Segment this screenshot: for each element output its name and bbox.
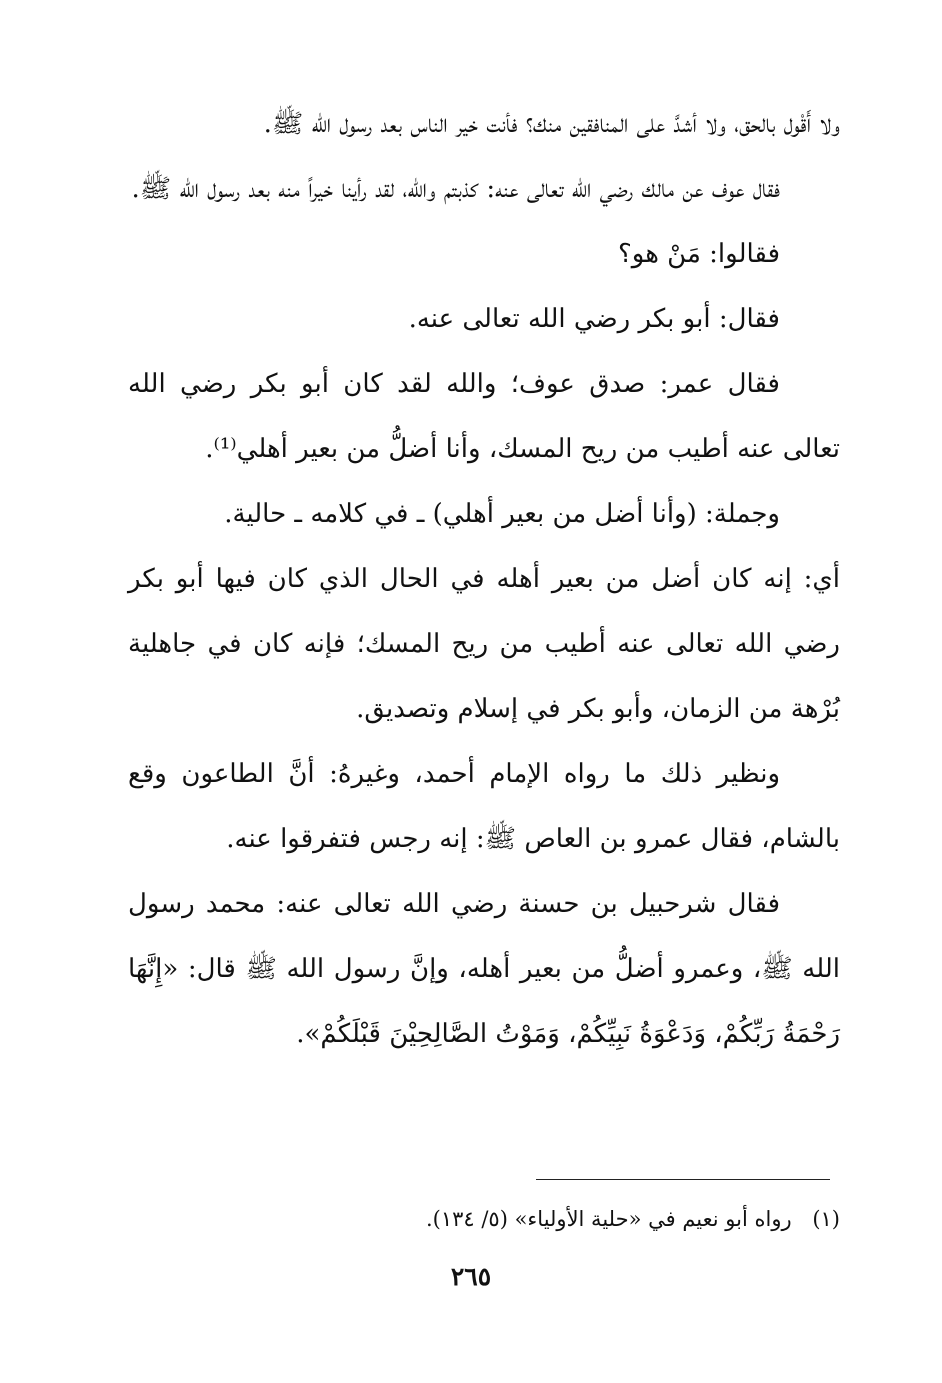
paragraph: فقال: أبو بكر رضي الله تعالى عنه.: [408, 304, 780, 334]
footnote-marker: (١): [812, 1207, 840, 1231]
footnote: [300, 1202, 840, 1236]
paragraph: وجملة: (وأنا أضل من بعير أهلي) ـ في كلامه ـ حالية.: [224, 499, 780, 529]
paragraph: ولا أَقْول بالحق، ولا أشدَّ على المنافقين منك؟ فأنت خير الناس بعد رسول الله ﷺ.: [263, 109, 840, 139]
footnote-divider: [536, 1179, 830, 1180]
paragraph: فقال عمر: صدق عوف؛ والله لقد كان أبو بكر رضي الله تعالى عنه أطيب من ريح المسك، وأنا أضلُّ من بعير أهلي⁽¹⁾.: [128, 369, 840, 464]
paragraph: فقال عوف عن مالك رضي الله تعالى عنه: كذبتم والله، لقد رأينا خيراً منه بعد رسول الله ﷺ.: [131, 174, 780, 204]
paragraph: أي: إنه كان أضل من بعير أهله في الحال الذي كان فيها أبو بكر رضي الله تعالى عنه أطيب من ريح المسك؛ فإنه كان في جاهلية بُرْهة من الزمان، وأبو بكر في إسلام وتصديق.: [128, 564, 840, 724]
paragraph: ونظير ذلك ما رواه الإمام أحمد، وغيرهُ: أنَّ الطاعون وقع بالشام، فقال عمرو بن العاص ﷺ: إنه رجس فتفرقوا عنه.: [128, 759, 840, 854]
footnote-text: رواه أبو نعيم في «حلية الأولياء» (٥/ ١٣٤).: [425, 1207, 792, 1231]
paragraph: فقال شرحبيل بن حسنة رضي الله تعالى عنه: محمد رسول الله ﷺ، وعمرو أضلُّ من بعير أهله، وإنَّ رسول الله ﷺ قال: «إِنَّهَا رَحْمَةُ رَبِّكُمْ، وَدَعْوَةُ نَبِيِّكُمْ، وَمَوْتُ الصَّالِحِيْنَ قَبْلَكُمْ».: [128, 889, 840, 1049]
page-number: ٢٦٥: [450, 1262, 492, 1291]
paragraph: فقالوا: مَنْ هو؟: [617, 239, 780, 269]
main-text: [128, 92, 840, 1067]
